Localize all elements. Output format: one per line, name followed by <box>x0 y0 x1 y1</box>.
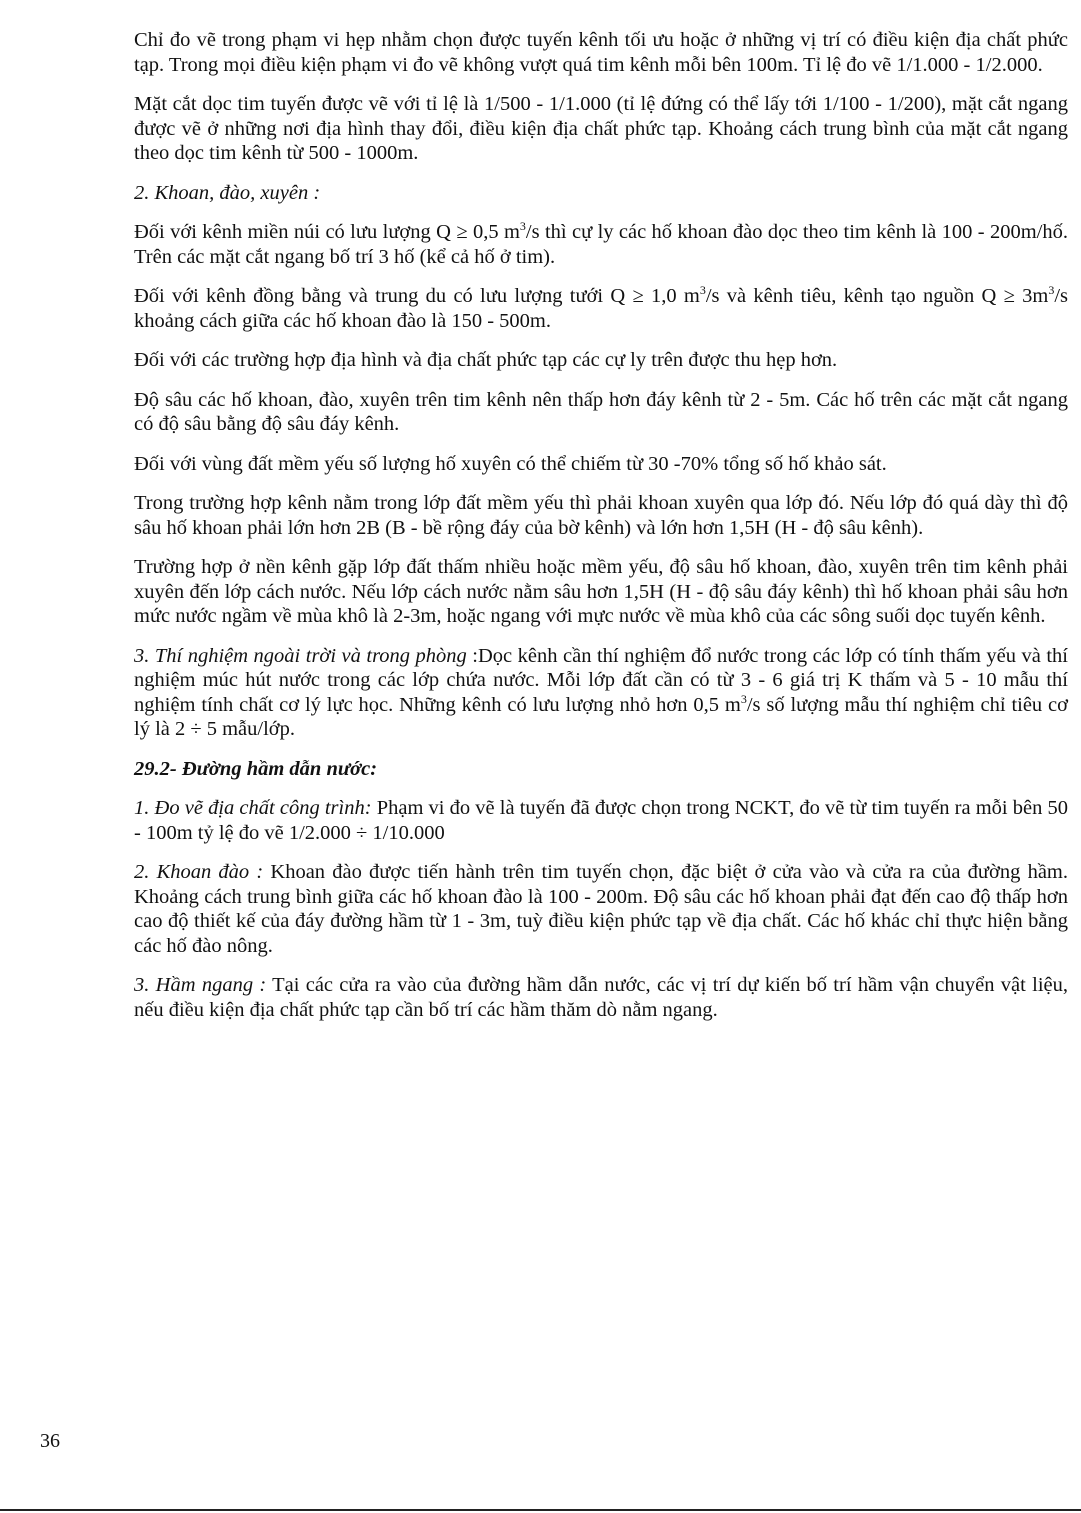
inline-heading: 3. Hầm ngang : <box>134 974 267 996</box>
bottom-rule <box>0 1509 1081 1511</box>
paragraph: Độ sâu các hố khoan, đào, xuyên trên tim kênh nên thấp hơn đáy kênh từ 2 - 5m. Các hố trên các mặt cắt ngang có độ sâu bằng độ sâu đáy kênh. <box>134 388 1068 435</box>
paragraph: 1. Đo vẽ địa chất công trình: Phạm vi đo vẽ là tuyến đã được chọn trong NCKT, đo vẽ từ tim tuyến ra mỗi bên 50 - 100m tỷ lệ đo vẽ 1/2.000 ÷ 1/10.000 <box>134 797 1068 844</box>
inline-heading: 2. Khoan đào : <box>134 861 264 883</box>
paragraph: Đối với vùng đất mềm yếu số lượng hố xuyên có thể chiếm từ 30 -70% tổng số hố khảo sát. <box>134 452 887 475</box>
page-body <box>134 28 1068 1037</box>
inline-heading: 3. Thí nghiệm ngoài trời và trong phòng <box>134 644 467 667</box>
section-title: 29.2- Đường hầm dẫn nước: <box>134 757 378 780</box>
page-number: 36 <box>40 1430 60 1452</box>
paragraph: Mặt cắt dọc tim tuyến được vẽ với tỉ lệ là 1/500 - 1/1.000 (tỉ lệ đứng có thể lấy tới 1/100 - 1/200), mặt cắt ngang được vẽ ở những nơi địa hình thay đổi, điều kiện địa chất phức tạp. Khoảng cách trung bình của mặt cắt ngang theo dọc tim kênh từ 500 - 1000m. <box>134 93 1068 164</box>
paragraph: Trong trường hợp kênh nằm trong lớp đất mềm yếu thì phải khoan xuyên qua lớp đó. Nếu lớp đó quá dày thì độ sâu hố khoan phải lớn hơn 2B (B - bề rộng đáy của bờ kênh) và lớn hơn 1,5H (H - độ sâu kênh). <box>134 492 1068 539</box>
paragraph: 3. Hầm ngang : Tại các cửa ra vào của đường hầm dẫn nước, các vị trí dự kiến bố trí hầm vận chuyển vật liệu, nếu điều kiện địa chất phức tạp cần bố trí các hầm thăm dò nằm ngang. <box>134 974 1068 1021</box>
paragraph: Đối với kênh miền núi có lưu lượng Q ≥ 0,5 $m^3/s$ thì cự ly các hố khoan đào dọc theo tim kênh là 100 - 200m/hố. Trên các mặt cắt ngang bố trí 3 hố (kể cả hố ở tim). <box>134 219 1068 268</box>
paragraph: Trường hợp ở nền kênh gặp lớp đất thấm nhiều hoặc mềm yếu, độ sâu hố khoan, đào, xuyên trên tim kênh phải xuyên đến lớp cách nước. Nếu lớp cách nước nằm sâu hơn 1,5H (H - độ sâu đáy kênh) thì hố khoan phải sâu hơn mức nước ngầm về mùa khô là 2-3m, hoặc ngang với mực nước về mùa khô của các sông suối dọc tuyến kênh. <box>134 556 1068 627</box>
paragraph: Đối với các trường hợp địa hình và địa chất phức tạp các cự ly trên được thu hẹp hơn. <box>134 349 838 371</box>
inline-heading: 1. Đo vẽ địa chất công trình: <box>134 797 372 819</box>
paragraph: 2. Khoan đào : Khoan đào được tiến hành trên tim tuyến chọn, đặc biệt ở cửa vào và cửa ra của đường hầm. Khoảng cách trung bình giữa các hố khoan đào là 100 - 200m. Độ sâu các hố khoan phải đạt đến cao độ thấp hơn cao độ thiết kế của đáy đường hầm từ 1 - 3m, tuỳ điều kiện phức tạp về địa chất. Các hố khác chỉ thực hiện bằng các hố đào nông. <box>134 861 1068 957</box>
paragraph: Chỉ đo vẽ trong phạm vi hẹp nhằm chọn được tuyến kênh tối ưu hoặc ở những vị trí có điều kiện địa chất phức tạp. Trong mọi điều kiện phạm vi đo vẽ không vượt quá tim kênh mỗi bên 100m. Tỉ lệ đo vẽ 1/1.000 - 1/2.000. <box>134 29 1068 76</box>
paragraph: 3. Thí nghiệm ngoài trời và trong phòng :Dọc kênh cần thí nghiệm đổ nước trong các lớp có tính thấm yếu và thí nghiệm múc hút nước trong các lớp chứa nước. Mỗi lớp đất cần có từ 3 - 6 giá trị K thấm và 5 - 10 mẫu thí nghiệm tính chất cơ lý lực học. Những kênh có lưu lượng nhỏ hơn 0,5 $m^3/s$ số lượng mẫu thí nghiệm chỉ tiêu cơ lý là 2 ÷ 5 mẫu/lớp. <box>134 644 1068 740</box>
subheading: 2. Khoan, đào, xuyên : <box>134 181 321 204</box>
paragraph: Đối với kênh đồng bằng và trung du có lưu lượng tưới Q ≥ 1,0 $m^3/s$ và kênh tiêu, kênh tạo nguồn $Q \ge 3m^3/s$ khoảng cách giữa các hố khoan đào là 150 - 500m. <box>134 283 1068 332</box>
